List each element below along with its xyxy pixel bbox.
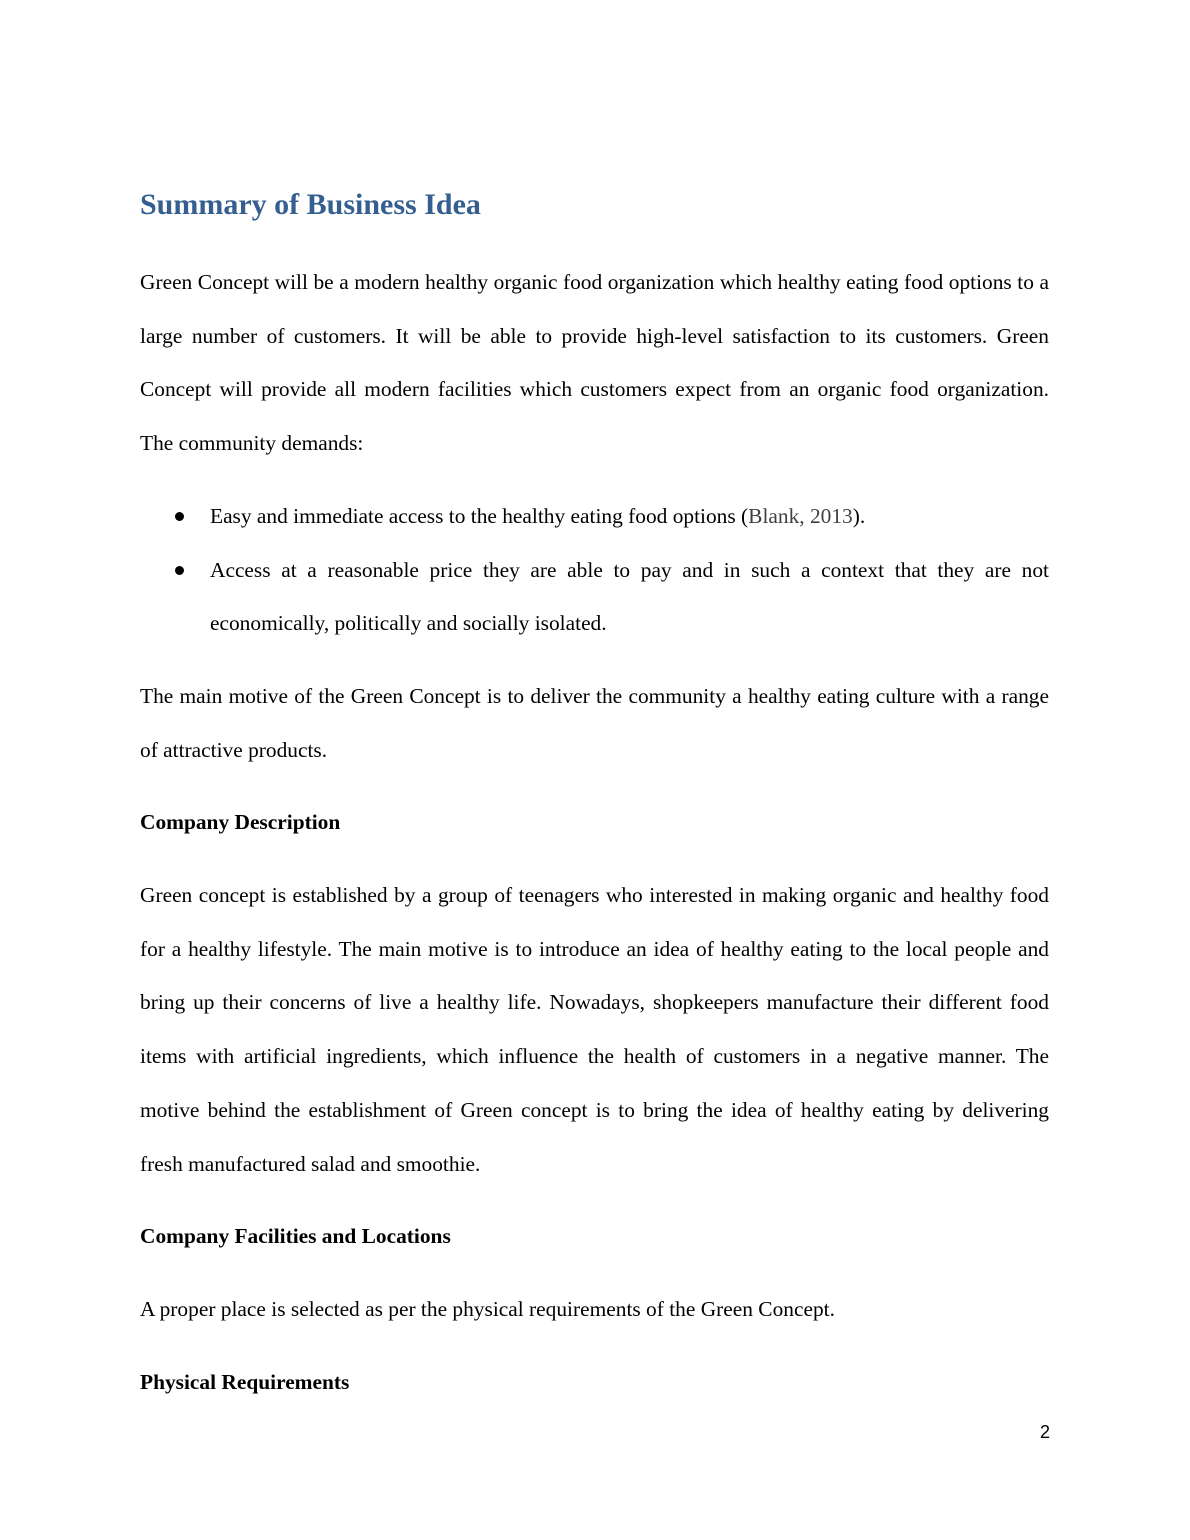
- page-number: 2: [1039, 1422, 1050, 1442]
- citation: Blank, 2013: [748, 503, 853, 528]
- bullet-text: Access at a reasonable price they are able to pay and in such a context that they are not economically, politically and socially isolated.: [210, 557, 1049, 636]
- company-description-paragraph: Green concept is established by a group of teenagers who interested in making organic and healthy food for a healthy lifestyle. The main motive is to introduce an idea of healthy eating to the local people and bring up their concerns of live a healthy life. Nowadays, shopkeepers manufacture their different food items with artificial ingredients, which influence the health of customers in a negative manner. The motive behind the establishment of Green concept is to bring the idea of healthy eating by delivering fresh manufactured salad and smoothie.: [140, 883, 1049, 1176]
- section-heading-physical-requirements: Physical Requirements: [140, 1369, 350, 1394]
- bullet-icon: [175, 566, 184, 575]
- motive-paragraph: The main motive of the Green Concept is to deliver the community a healthy eating culture with a range of attractive products.: [140, 683, 1049, 762]
- section-heading-facilities-locations: Company Facilities and Locations: [140, 1224, 451, 1249]
- list-item: [140, 490, 1049, 544]
- intro-paragraph: Green Concept will be a modern healthy organic food organization which healthy eating food options to a large number of customers. It will be able to provide high-level satisfaction to its customers. Green Concept will provide all modern facilities which customers expect from an organic food organization. The community demands:: [140, 270, 1049, 456]
- bullet-text: Easy and immediate access to the healthy eating food options (: [210, 503, 749, 528]
- bullet-suffix: ).: [852, 503, 866, 528]
- demands-list: [140, 490, 1049, 651]
- facilities-paragraph: A proper place is selected as per the physical requirements of the Green Concept.: [140, 1296, 835, 1321]
- page-title: Summary of Business Idea: [140, 188, 481, 221]
- bullet-icon: [175, 512, 184, 521]
- page-content: [140, 183, 1049, 1428]
- list-item: [140, 544, 1049, 651]
- section-heading-company-description: Company Description: [140, 810, 341, 835]
